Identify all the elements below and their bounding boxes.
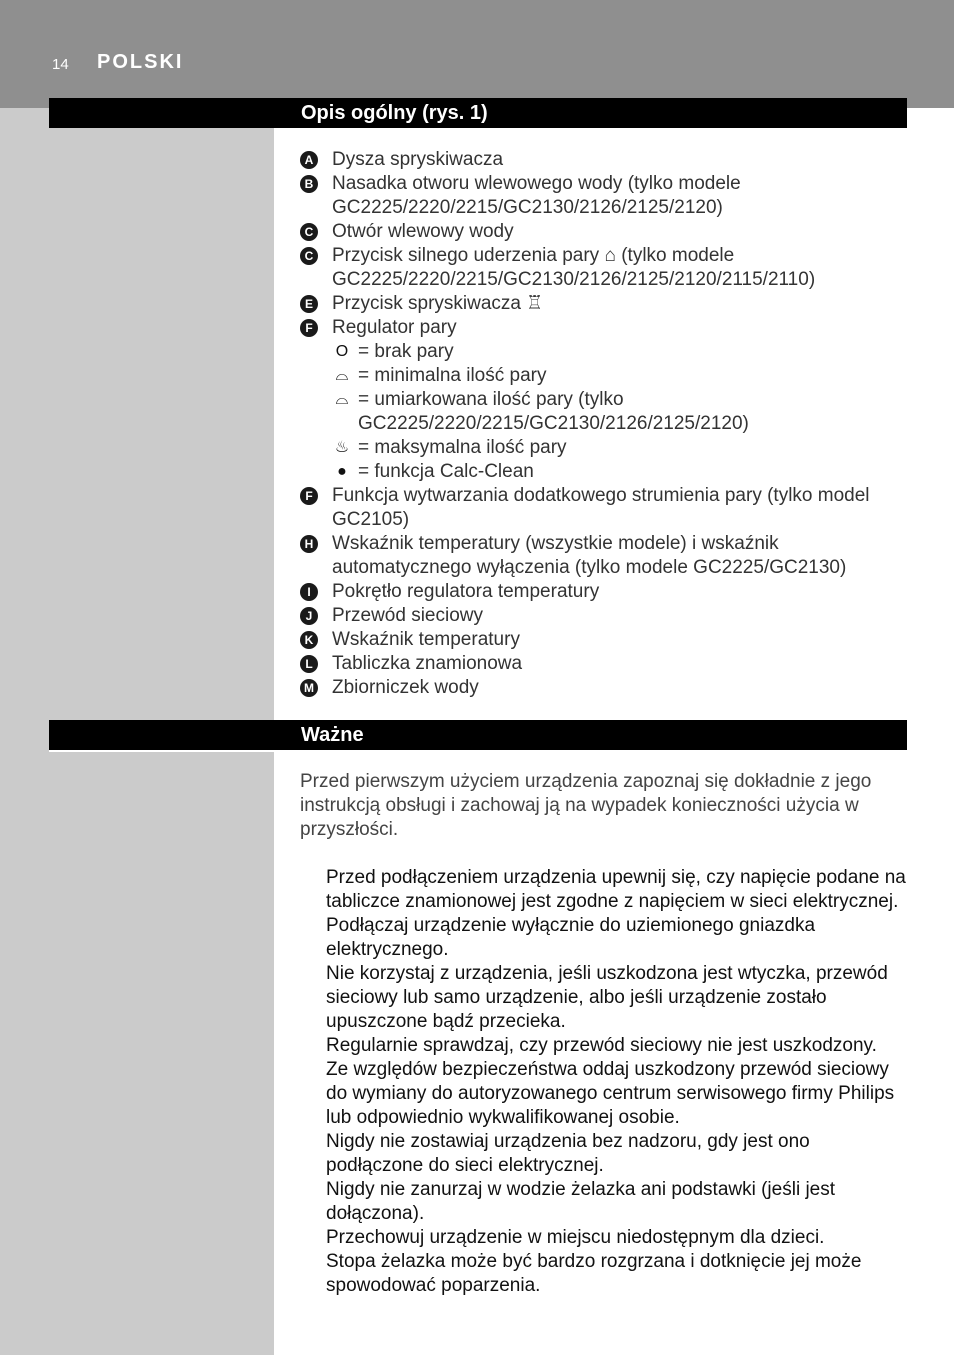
steam-setting: ● = funkcja Calc-Clean [300,460,900,484]
warning-item: Nie korzystaj z urządzenia, jeśli uszkodzona jest wtyczka, przewód sieciowy lub samo urządzenie, albo jeśli urządzenie zostało upuszczone bądź przecieka. [326,963,888,1032]
no-steam-icon: O [335,343,349,360]
section-title: Ważne [301,724,364,746]
warnings-list [326,866,911,1298]
list-item: K Wskaźnik temperatury [300,628,900,652]
letter-badge: I [300,583,318,601]
warning-item: Ze względów bezpieczeństwa oddaj uszkodzony przewód sieciowy do wymiany do autoryzowanego centrum serwisowego firmy Philips lub odpowiednio wykwalifikowanej osobie. [326,1059,895,1128]
warning-item: Regularnie sprawdzaj, czy przewód sieciowy nie jest uszkodzony. [326,1035,877,1056]
section-header-important [49,720,907,750]
list-item: C Przycisk silnego uderzenia pary ⌂ (tylko modele GC2225/2220/2215/GC2130/2126/2125/2120/2115/2110) [300,244,852,292]
intro-paragraph: Przed pierwszym użyciem urządzenia zapoznaj się dokładnie z jego instrukcją obsługi i zachowaj ją na wypadek konieczności użycia w przyszłości. [300,771,872,840]
list-item: F Funkcja wytwarzania dodatkowego strumienia pary (tylko model GC2105) [300,484,900,532]
list-item: H Wskaźnik temperatury (wszystkie modele) i wskaźnik automatycznego wyłączenia (tylko modele GC2225/GC2130) [300,532,900,580]
list-item: M Zbiorniczek wody [300,676,900,700]
section-header-general [49,98,907,128]
steam-setting: ♨ = maksymalna ilość pary [300,436,900,460]
letter-badge: A [300,151,318,169]
medium-steam-icon: ⌓ [335,391,349,408]
letter-badge: M [300,679,318,697]
min-steam-icon: ⌓ [335,367,349,384]
list-item: L Tabliczka znamionowa [300,652,900,676]
letter-badge: C [300,247,318,265]
page-header-bar [0,0,954,108]
warning-item: Stopa żelazka może być bardzo rozgrzana i dotknięcie jej może spowodować poparzenia. [326,1251,862,1296]
letter-badge: F [300,487,318,505]
letter-badge: K [300,631,318,649]
list-item: I Pokrętło regulatora temperatury [300,580,900,604]
letter-badge: C [300,223,318,241]
calc-clean-icon: ● [337,463,347,480]
warning-item: Przechowuj urządzenie w miejscu niedostępnym dla dzieci. [326,1227,825,1248]
list-item: C Otwór wlewowy wody [300,220,900,244]
letter-badge: F [300,319,318,337]
letter-badge: B [300,175,318,193]
warning-item: Podłączaj urządzenie wyłącznie do uziemionego gniazdka elektrycznego. [326,915,816,960]
warning-item: Przed podłączeniem urządzenia upewnij się, czy napięcie podane na tabliczce znamionowej jest zgodne z napięciem w sieci elektrycznej. [326,867,906,912]
steam-setting: O = brak pary [300,340,900,364]
steam-setting: ⌓ = minimalna ilość pary [300,364,900,388]
letter-badge: H [300,535,318,553]
steam-setting: ⌓ = umiarkowana ilość pary (tylko GC2225/2220/2215/GC2130/2126/2125/2120) [300,388,838,436]
warning-item: Nigdy nie zanurzaj w wodzie żelazka ani podstawki (jeśli jest dołączona). [326,1179,836,1224]
page-number: 14 [52,56,69,73]
list-item: A Dysza spryskiwacza [300,148,900,172]
list-item: F Regulator pary [300,316,900,340]
letter-badge: J [300,607,318,625]
list-item: B Nasadka otworu wlewowego wody (tylko modele GC2225/2220/2215/GC2130/2126/2125/2120) [300,172,900,220]
letter-badge: E [300,295,318,313]
section-title: Opis ogólny (rys. 1) [301,102,488,124]
warning-item: Nigdy nie zostawiaj urządzenia bez nadzoru, gdy jest ono podłączone do sieci elektrycznej. [326,1131,810,1176]
language-label: POLSKI [97,51,184,73]
max-steam-icon: ♨ [334,439,350,456]
list-item: J Przewód sieciowy [300,604,900,628]
list-item: E Przycisk spryskiwacza ♖ [300,292,900,316]
letter-badge: L [300,655,318,673]
parts-list [300,148,900,700]
